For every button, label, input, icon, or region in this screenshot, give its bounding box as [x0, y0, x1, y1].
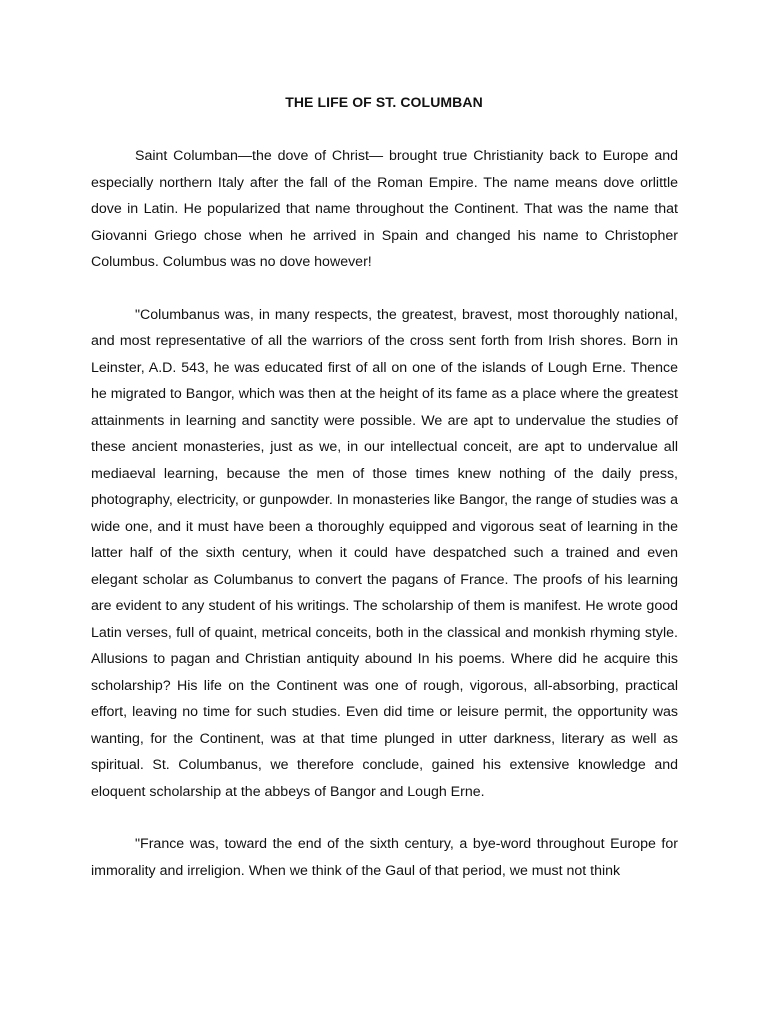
- paragraph-columbanus-quote: "Columbanus was, in many respects, the greatest, bravest, most thoroughly national, and most representative of all the warriors of the cross sent forth from Irish shores. Born in Leinster, A.D. 543, he was educated first of all on one of the islands of Lough Erne. Thence he migrated to Bangor, which was then at the height of its fame as a place where the greatest attainments in learning and sanctity were possible. We are apt to undervalue the studies of these ancient monasteries, just as we, in our intellectual conceit, are apt to undervalue all mediaeval learning, because the men of those times knew nothing of the daily press, photography, electricity, or gunpowder. In monasteries like Bangor, the range of studies was a wide one, and it must have been a thoroughly equipped and vigorous seat of learning in the latter half of the sixth century, when it could have despatched such a trained and even elegant scholar as Columbanus to convert the pagans of France. The proofs of his learning are evident to any student of his writings. The scholarship of them is manifest. He wrote good Latin verses, full of quaint, metrical conceits, both in the classical and monkish rhyming style. Allusions to pagan and Christian antiquity abound In his poems. Where did he acquire this scholarship? His life on the Continent was one of rough, vigorous, all-absorbing, practical effort, leaving no time for such studies. Even did time or leisure permit, the opportunity was wanting, for the Continent, was at that time plunged in utter darkness, literary as well as spiritual. St. Columbanus, we therefore conclude, gained his extensive knowledge and eloquent scholarship at the abbeys of Bangor and Lough Erne.: [91, 306, 678, 800]
- document-title: THE LIFE OF ST. COLUMBAN: [285, 94, 483, 110]
- paragraph-france-quote: "France was, toward the end of the sixth century, a bye-word throughout Europe for immorality and irreligion. When we think of the Gaul of that period, we must not think: [91, 836, 678, 879]
- document-body: [91, 143, 678, 884]
- paragraph-intro: Saint Columban—the dove of Christ— brought true Christianity back to Europe and especially northern Italy after the fall of the Roman Empire. The name means dove orlittle dove in Latin. He popularized that name throughout the Continent. That was the name that Giovanni Griego chose when he arrived in Spain and changed his name to Christopher Columbus. Columbus was no dove however!: [91, 148, 678, 270]
